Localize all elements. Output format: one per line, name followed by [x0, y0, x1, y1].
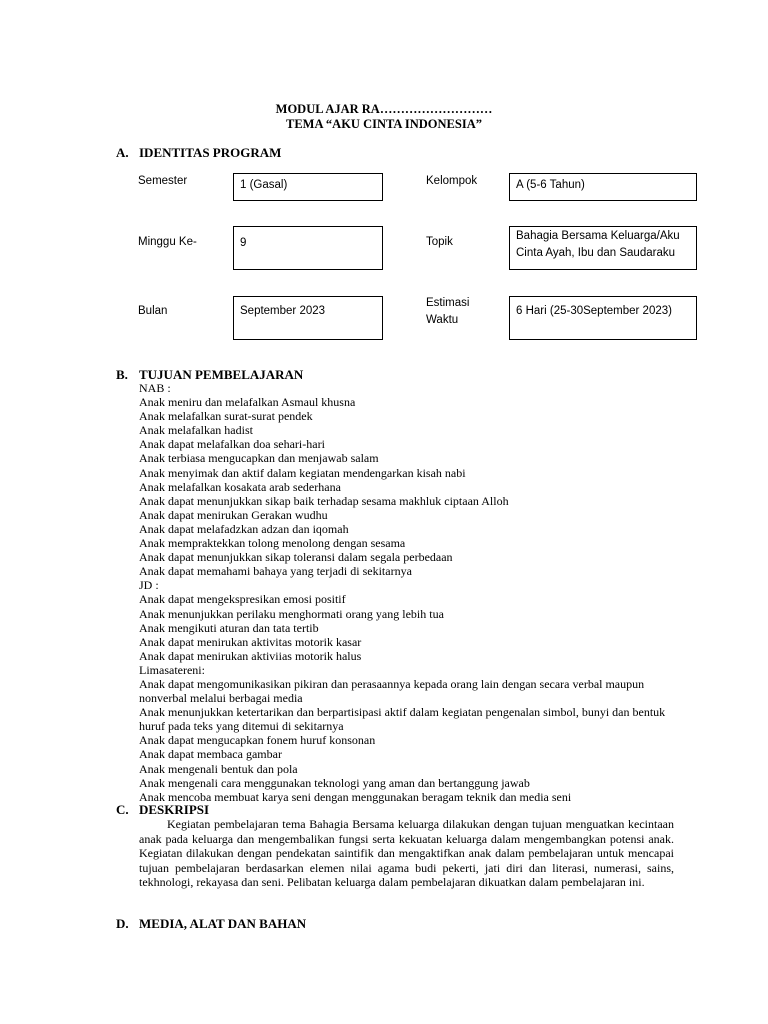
bulan-label: Bulan	[138, 305, 168, 317]
estimasi-label: Estimasi Waktu	[426, 297, 470, 326]
list-item: Anak menyimak dan aktif dalam kegiatan mendengarkan kisah nabi	[139, 465, 466, 480]
estimasi-field: 6 Hari (25-30September 2023)	[509, 296, 697, 340]
section-c-letter: C.	[116, 802, 129, 817]
description-paragraph: Kegiatan pembelajaran tema Bahagia Bersama keluarga dilakukan dengan tujuan menguatkan kecintaan anak pada keluarga dan mengembalikan fungsi serta kekuatan keluarga dalam mengembangkan potensi anak. Kegiatan dilakukan dengan pendekatan saintifik dan mengaktifkan anak dalam pembelajaran untuk mencapai tujuan pembelajaran berdasarkan elemen nilai agama budi pekerti, jati diri dan literasi, numerasi, sains, tekhnologi, rekayasa dan seni. Pelibatan keluarga dalam pembelajaran dikuatkan dalam pembelajaran ini.	[139, 817, 674, 890]
section-d-title: MEDIA, ALAT DAN BAHAN	[139, 916, 307, 931]
list-item: Anak dapat membaca gambar	[139, 747, 282, 762]
list-item: Anak dapat melafadzkan adzan dan iqomah	[139, 521, 349, 536]
theme-title: TEMA “AKU CINTA INDONESIA”	[286, 117, 482, 131]
objectives-list	[139, 381, 669, 804]
list-item: Anak menunjukkan ketertarikan dan berpartisipasi aktif dalam kegiatan pengenalan simbol, bunyi dan bentuk huruf pada teks yang ditemui di sekitarnya	[139, 705, 666, 734]
section-c-heading	[116, 802, 209, 818]
section-b-letter: B.	[116, 367, 128, 382]
module-title: MODUL AJAR RA………………………	[275, 102, 493, 116]
section-d-letter: D.	[116, 916, 129, 931]
list-item: Anak mengenali cara menggunakan teknologi yang aman dan bertanggung jawab	[139, 775, 530, 790]
list-item: Anak melafalkan kosakata arab sederhana	[139, 479, 341, 494]
kelompok-label: Kelompok	[426, 175, 478, 187]
section-d-heading	[116, 916, 306, 932]
topik-label: Topik	[426, 236, 453, 248]
list-item: Anak menunjukkan perilaku menghormati orang yang lebih tua	[139, 606, 444, 621]
list-item: Anak dapat mengomunikasikan pikiran dan perasaannya kepada orang lain dengan secara verbal maupun nonverbal melalui berbagai media	[139, 676, 645, 706]
list-item: Anak mempraktekkan tolong menolong dengan sesama	[139, 536, 406, 551]
list-item: Anak dapat mengekspresikan emosi positif	[139, 592, 346, 607]
list-item: Anak mencoba membuat karya seni dengan menggunakan beragam teknik dan media seni	[139, 789, 572, 804]
list-item: Anak dapat menirukan aktivitas motorik kasar	[139, 634, 362, 649]
list-item: Anak mengikuti aturan dan tata tertib	[139, 620, 319, 635]
list-item: Anak dapat menunjukkan sikap toleransi dalam segala perbedaan	[139, 550, 453, 565]
list-item: Anak melafalkan surat-surat pendek	[139, 409, 313, 424]
semester-label: Semester	[138, 175, 188, 187]
list-item: Anak dapat menirukan Gerakan wudhu	[139, 507, 328, 522]
topik-field: Bahagia Bersama Keluarga/Aku Cinta Ayah, Ibu dan Saudaraku	[509, 226, 697, 270]
list-item: Anak dapat menunjukkan sikap baik terhadap sesama makhluk ciptaan Alloh	[139, 493, 509, 508]
minggu-label: Minggu Ke-	[138, 236, 197, 248]
bulan-field: September 2023	[233, 296, 383, 340]
list-item: Anak dapat menirukan aktiviias motorik halus	[139, 648, 362, 663]
list-item: Anak dapat mengucapkan fonem huruf konsonan	[139, 733, 376, 748]
section-a-letter: A.	[116, 145, 129, 160]
list-item: NAB :	[139, 381, 171, 395]
section-a-heading	[116, 145, 281, 161]
list-item: Anak dapat melafalkan doa sehari-hari	[139, 437, 325, 452]
minggu-field: 9	[233, 226, 383, 270]
kelompok-field: A (5-6 Tahun)	[509, 173, 697, 201]
semester-field: 1 (Gasal)	[233, 173, 383, 201]
section-c-title: DESKRIPSI	[139, 802, 210, 817]
list-item: Anak terbiasa mengucapkan dan menjawab salam	[139, 451, 379, 466]
list-item: JD :	[139, 578, 159, 593]
list-item: Anak mengenali bentuk dan pola	[139, 761, 298, 776]
list-item: Anak meniru dan melafalkan Asmaul khusna	[139, 395, 356, 410]
list-item: Anak dapat memahami bahaya yang terjadi di sekitarnya	[139, 564, 412, 579]
section-b-title: TUJUAN PEMBELAJARAN	[139, 367, 304, 382]
list-item: Limasatereni:	[139, 662, 205, 677]
list-item: Anak melafalkan hadist	[139, 423, 253, 438]
section-a-title: IDENTITAS PROGRAM	[139, 145, 282, 160]
